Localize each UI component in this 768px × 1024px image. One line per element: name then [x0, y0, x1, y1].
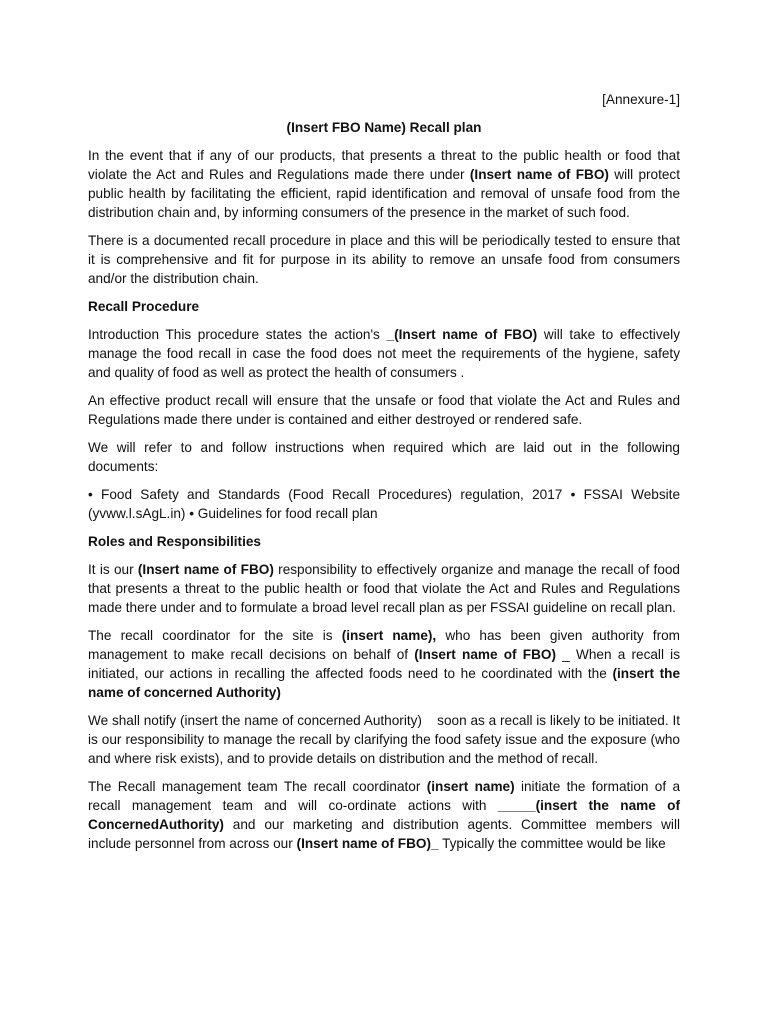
text-run: The recall coordinator for the site is [88, 628, 342, 643]
text-run: responsibility to effectively organize and manage the recall of food that presents a threat to the public health or food that violate the Act and Rules and Regulations made there under and to formulate a broad level recall plan as per FSSAI guideline on recall plan. [88, 562, 680, 615]
text-run: will take to effectively manage the food recall in case the food does not meet the requirements of the hygiene, safety and quality of food as well as protect the health of consumers . [88, 327, 680, 380]
paragraph-document-list: • Food Safety and Standards (Food Recall Procedures) regulation, 2017 • FSSAI Website (yvww.l.sAgL.in) • Guidelines for food recall plan [88, 487, 680, 521]
text-run: Typically the committee would be like [438, 836, 666, 851]
placeholder-authority: _____(insert the name of ConcernedAuthority) [88, 798, 680, 832]
document-title: (Insert FBO Name) Recall plan [286, 120, 482, 135]
placeholder-fbo-name: (Insert name of FBO)_ [296, 836, 439, 851]
paragraph-responsibility [88, 560, 680, 617]
paragraph-notify: We shall notify (insert the name of concerned Authority) soon as a recall is likely to be initiated. It is our responsibility to manage the recall by clarifying the food safety issue and the exposure (who and where risk exists), and to provide details on distribution and the method of recall. [88, 713, 684, 766]
text-run: In the event that if any of our products, that presents a threat to the public health or food that violate the Act and Rules and Regulations made there under [88, 148, 680, 182]
placeholder-name: (insert name) [426, 779, 515, 794]
paragraph-intro [88, 146, 680, 222]
annexure-label: [Annexure-1] [602, 92, 680, 107]
text-run: and our marketing and distribution agents. Committee members will include personnel from across our [88, 817, 680, 851]
text-run: will protect public health by facilitating the efficient, rapid identification and removal of unsafe food from the distribution chain and, by informing consumers of the presence in the market of such food. [88, 167, 680, 220]
paragraph-refer-documents: We will refer to and follow instructions when required which are laid out in the following documents: [88, 440, 680, 474]
placeholder-fbo-name: _(Insert name of FBO) [386, 327, 538, 342]
text-run: _ When a recall is initiated, our actions in recalling the affected foods need to he coordinated with the [88, 647, 681, 681]
text-run: initiate the formation of a recall management team and will co-ordinate actions with [88, 779, 681, 813]
paragraph-recall-coordinator [88, 626, 680, 702]
paragraph-introduction [88, 325, 680, 382]
placeholder-name: (insert name), [341, 628, 437, 643]
placeholder-authority: (insert the name of concerned Authority) [88, 666, 681, 700]
paragraph-effective-recall: An effective product recall will ensure that the unsafe or food that violate the Act and Rules and Regulations made there under is contained and either destroyed or rendered safe. [88, 393, 680, 427]
text-run: Introduction This procedure states the action's [88, 327, 387, 342]
text-run: It is our [88, 562, 138, 577]
placeholder-fbo-name: (Insert name of FBO) [137, 562, 274, 577]
text-run: who has been given authority from management to make recall decisions on behalf of [88, 628, 680, 662]
placeholder-fbo-name: (Insert name of FBO) [414, 647, 557, 662]
placeholder-fbo-name: (Insert name of FBO) [469, 167, 609, 182]
heading-recall-procedure: Recall Procedure [88, 299, 200, 314]
paragraph-procedure-statement: There is a documented recall procedure in place and this will be periodically tested to ensure that it is comprehensive and fit for purpose in its ability to remove an unsafe food from consumers and/or the distribution chain. [88, 233, 680, 286]
text-run: The Recall management team The recall coordinator [88, 779, 427, 794]
heading-roles: Roles and Responsibilities [88, 534, 261, 549]
paragraph-management-team [88, 777, 680, 853]
